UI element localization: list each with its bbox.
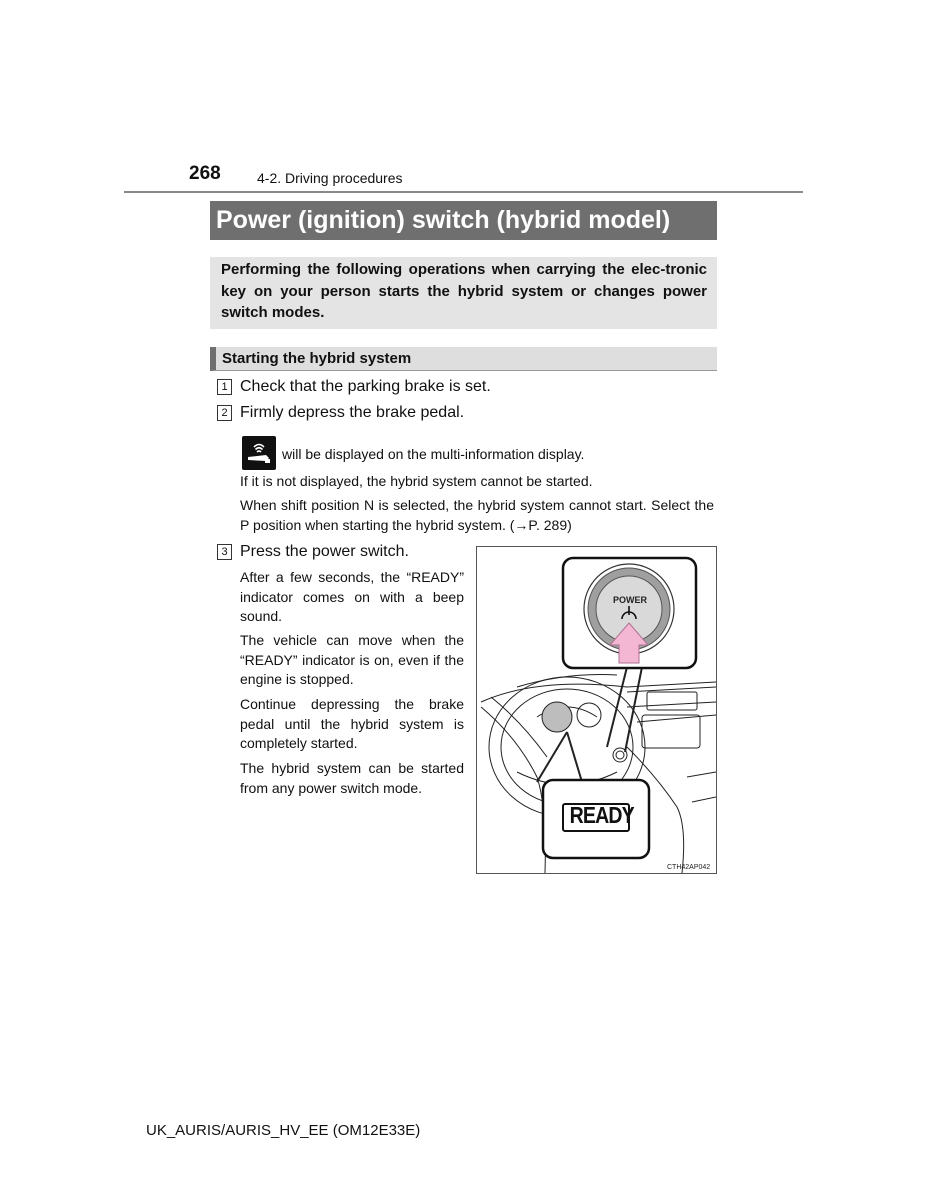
step-text-1: Check that the parking brake is set. <box>240 378 491 395</box>
step3-note-4: The hybrid system can be started from any power switch mode. <box>240 760 464 796</box>
section-label: 4-2. Driving procedures <box>257 170 403 186</box>
power-switch-illustration <box>476 546 717 874</box>
step3-note-2: The vehicle can move when the “READY” indicator is on, even if the engine is stopped. <box>240 632 464 687</box>
page-title: Power (ignition) switch (hybrid model) <box>210 201 717 240</box>
step-number-2: 2 <box>217 405 232 421</box>
page-number: 268 <box>189 163 221 184</box>
footer-code: UK_AURIS/AURIS_HV_EE (OM12E33E) <box>146 1122 421 1139</box>
figure-code: CTH42AP042 <box>667 864 711 871</box>
brake-pedal-indicator-icon <box>242 436 276 470</box>
step-number-3: 3 <box>217 544 232 560</box>
intro-box: Performing the following operations when carrying the elec-tronic key on your person starts the hybrid system or changes power switch modes. <box>210 257 717 329</box>
step2-note-1: If it is not displayed, the hybrid system cannot be started. <box>240 473 593 489</box>
subsection-heading: Starting the hybrid system <box>210 347 717 371</box>
ready-label: READY <box>569 802 634 828</box>
step2-note-2: When shift position N is selected, the hybrid system cannot start. Select the P position when starting the hybrid system. (→P. 289) <box>240 497 714 533</box>
step3-note-3: Continue depressing the brake pedal until the hybrid system is completely started. <box>240 696 464 751</box>
step-number-1: 1 <box>217 379 232 395</box>
power-label: POWER <box>613 595 648 605</box>
step3-note-1: After a few seconds, the “READY” indicator comes on with a beep sound. <box>240 569 464 624</box>
header-rule <box>124 191 803 193</box>
step-text-2: Firmly depress the brake pedal. <box>240 404 465 421</box>
icon-note: will be displayed on the multi-information display. <box>282 446 585 462</box>
step-text-3: Press the power switch. <box>240 543 409 560</box>
